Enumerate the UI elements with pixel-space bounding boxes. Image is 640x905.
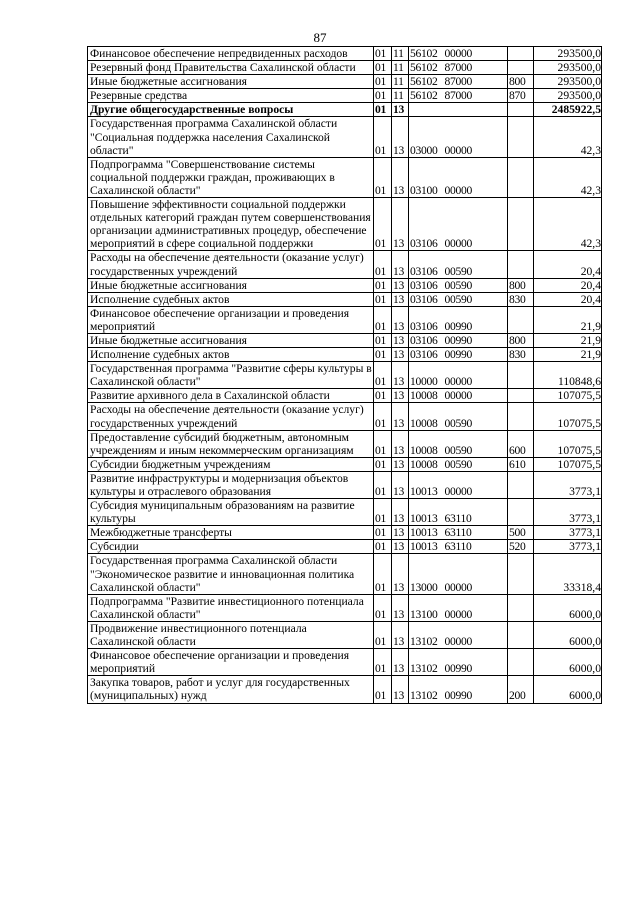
table-row: [88, 292, 602, 306]
item-name-cell: Субсидия муниципальным образованиям на развитие культуры: [88, 499, 374, 526]
subsection-code-cell: 13: [392, 333, 409, 347]
direction-code: 87000: [444, 89, 472, 103]
program-code: 13000: [410, 580, 438, 594]
item-name-cell: Финансовое обеспечение непредвиденных расходов: [88, 47, 374, 61]
table-row: [88, 389, 602, 403]
target-article-cell: [409, 278, 508, 292]
program-code: 56102: [410, 75, 438, 89]
subsection-code-cell: 13: [392, 362, 409, 389]
section-code-cell: 01: [374, 457, 392, 471]
table-row: [88, 348, 602, 362]
item-name-cell: Расходы на обеспечение деятельности (оказание услуг) государственных учреждений: [88, 403, 374, 430]
target-article-cell: [409, 47, 508, 61]
section-code-cell: 01: [374, 362, 392, 389]
direction-code: 00590: [444, 443, 472, 457]
subsection-code-cell: 11: [392, 47, 409, 61]
item-name-cell: Иные бюджетные ассигнования: [88, 333, 374, 347]
section-code-cell: 01: [374, 649, 392, 676]
section-code-cell: 01: [374, 89, 392, 103]
table-row: [88, 594, 602, 621]
program-code: 13102: [410, 662, 438, 676]
amount-cell: 3773,1: [534, 526, 602, 540]
table-row: [88, 75, 602, 89]
budget-table-body: [88, 47, 602, 704]
section-code-cell: 01: [374, 676, 392, 703]
item-name-cell: Иные бюджетные ассигнования: [88, 278, 374, 292]
target-article-cell: [409, 61, 508, 75]
expense-type-cell: [508, 198, 534, 251]
table-row: [88, 306, 602, 333]
direction-code: 00000: [444, 389, 472, 403]
amount-cell: 293500,0: [534, 47, 602, 61]
item-name-cell: Подпрограмма "Совершенствование системы социальной поддержки граждан, проживающих в Сахалинской области": [88, 157, 374, 197]
table-row: [88, 649, 602, 676]
target-article-cell: [409, 471, 508, 498]
amount-cell: 3773,1: [534, 499, 602, 526]
direction-code: 00990: [444, 348, 472, 362]
expense-type-cell: [508, 306, 534, 333]
program-code: 10008: [410, 389, 438, 403]
expense-type-cell: 830: [508, 292, 534, 306]
expense-type-cell: 520: [508, 540, 534, 554]
section-code-cell: 01: [374, 499, 392, 526]
target-article-cell: [409, 621, 508, 648]
subsection-code-cell: 13: [392, 430, 409, 457]
direction-code: 00000: [444, 47, 472, 60]
expense-type-cell: [508, 61, 534, 75]
amount-cell: 21,9: [534, 333, 602, 347]
direction-code: 00590: [444, 292, 472, 306]
direction-code: 00990: [444, 689, 472, 703]
program-code: 13102: [410, 635, 438, 649]
table-row: [88, 430, 602, 457]
section-code-cell: 01: [374, 594, 392, 621]
table-row: [88, 47, 602, 61]
expense-type-cell: [508, 471, 534, 498]
target-article-cell: [409, 554, 508, 594]
target-article-cell: [409, 430, 508, 457]
program-code: 03106: [410, 319, 438, 333]
program-code: 10013: [410, 540, 438, 554]
program-code: 03000: [410, 143, 438, 157]
table-row: [88, 621, 602, 648]
direction-code: 00590: [444, 278, 472, 292]
subsection-code-cell: 13: [392, 594, 409, 621]
section-code-cell: 01: [374, 403, 392, 430]
amount-cell: 6000,0: [534, 621, 602, 648]
item-name-cell: Резервный фонд Правительства Сахалинской области: [88, 61, 374, 75]
expense-type-cell: [508, 389, 534, 403]
direction-code: 00000: [444, 183, 472, 197]
target-article-cell: [409, 362, 508, 389]
item-name-cell: Исполнение судебных актов: [88, 348, 374, 362]
program-code: 56102: [410, 89, 438, 103]
expense-type-cell: [508, 554, 534, 594]
section-code-cell: 01: [374, 251, 392, 278]
direction-code: 00990: [444, 319, 472, 333]
program-code: 03106: [410, 237, 438, 251]
item-name-cell: Предоставление субсидий бюджетным, автономным учреждениям и иным некоммерческим организациям: [88, 430, 374, 457]
subsection-code-cell: 13: [392, 540, 409, 554]
amount-cell: 293500,0: [534, 89, 602, 103]
subsection-code-cell: 13: [392, 389, 409, 403]
direction-code: 63110: [444, 512, 472, 526]
expense-type-cell: [508, 649, 534, 676]
item-name-cell: Расходы на обеспечение деятельности (оказание услуг) государственных учреждений: [88, 251, 374, 278]
section-code-cell: 01: [374, 75, 392, 89]
program-code: 10008: [410, 416, 438, 430]
subsection-code-cell: 13: [392, 278, 409, 292]
item-name-cell: Повышение эффективности социальной поддержки отдельных категорий граждан путем совершенствования организации административных процедур, обеспечение мероприятий в сфере социальной поддержки: [88, 198, 374, 251]
item-name-cell: Иные бюджетные ассигнования: [88, 75, 374, 89]
subsection-code-cell: 13: [392, 251, 409, 278]
program-code: 03106: [410, 264, 438, 278]
item-name-cell: Исполнение судебных актов: [88, 292, 374, 306]
table-row: [88, 61, 602, 75]
subsection-code-cell: 13: [392, 198, 409, 251]
program-code: 10013: [410, 485, 438, 498]
amount-cell: 20,4: [534, 251, 602, 278]
direction-code: 00000: [444, 635, 472, 649]
item-name-cell: Государственная программа Сахалинской области "Экономическое развитие и инновационная политика Сахалинской области": [88, 554, 374, 594]
target-article-cell: [409, 103, 508, 117]
item-name-cell: Межбюджетные трансферты: [88, 526, 374, 540]
section-code-cell: 01: [374, 117, 392, 157]
expense-type-cell: 800: [508, 75, 534, 89]
section-code-cell: 01: [374, 430, 392, 457]
section-code-cell: 01: [374, 103, 392, 117]
target-article-cell: [409, 526, 508, 540]
program-code: 03100: [410, 183, 438, 197]
program-code: 10008: [410, 457, 438, 471]
subsection-code-cell: 11: [392, 89, 409, 103]
target-article-cell: [409, 348, 508, 362]
table-row: [88, 554, 602, 594]
direction-code: 00590: [444, 416, 472, 430]
subsection-code-cell: 13: [392, 621, 409, 648]
amount-cell: 20,4: [534, 278, 602, 292]
section-code-cell: 01: [374, 278, 392, 292]
program-code: 10008: [410, 443, 438, 457]
section-code-cell: 01: [374, 157, 392, 197]
table-row: [88, 403, 602, 430]
program-code: 03106: [410, 333, 438, 347]
direction-code: 00990: [444, 662, 472, 676]
program-code: 13100: [410, 607, 438, 621]
amount-cell: 2485922,5: [534, 103, 602, 117]
amount-cell: 6000,0: [534, 676, 602, 703]
expense-type-cell: [508, 621, 534, 648]
item-name-cell: Финансовое обеспечение организации и проведения мероприятий: [88, 306, 374, 333]
table-row: [88, 198, 602, 251]
target-article-cell: [409, 540, 508, 554]
section-code-cell: 01: [374, 292, 392, 306]
section-code-cell: 01: [374, 540, 392, 554]
expense-type-cell: [508, 47, 534, 61]
program-code: 56102: [410, 61, 438, 75]
program-code: 10000: [410, 375, 438, 389]
target-article-cell: [409, 403, 508, 430]
expense-type-cell: [508, 594, 534, 621]
table-row: [88, 540, 602, 554]
target-article-cell: [409, 89, 508, 103]
expense-type-cell: [508, 103, 534, 117]
expense-type-cell: [508, 403, 534, 430]
item-name-cell: Финансовое обеспечение организации и проведения мероприятий: [88, 649, 374, 676]
expense-type-cell: [508, 499, 534, 526]
expense-type-cell: [508, 251, 534, 278]
section-code-cell: 01: [374, 333, 392, 347]
table-row: [88, 499, 602, 526]
program-code: 13102: [410, 689, 438, 703]
table-row: [88, 333, 602, 347]
table-row: [88, 117, 602, 157]
item-name-cell: Продвижение инвестиционного потенциала Сахалинской области: [88, 621, 374, 648]
table-row: [88, 103, 602, 117]
table-row: [88, 471, 602, 498]
direction-code: 63110: [444, 526, 472, 540]
target-article-cell: [409, 198, 508, 251]
subsection-code-cell: 13: [392, 457, 409, 471]
item-name-cell: Закупка товаров, работ и услуг для государственных (муниципальных) нужд: [88, 676, 374, 703]
target-article-cell: [409, 676, 508, 703]
direction-code: 00590: [444, 264, 472, 278]
target-article-cell: [409, 251, 508, 278]
expense-type-cell: 800: [508, 333, 534, 347]
amount-cell: 293500,0: [534, 61, 602, 75]
amount-cell: 6000,0: [534, 594, 602, 621]
subsection-code-cell: 13: [392, 554, 409, 594]
subsection-code-cell: 13: [392, 103, 409, 117]
item-name-cell: Резервные средства: [88, 89, 374, 103]
subsection-code-cell: 13: [392, 306, 409, 333]
target-article-cell: [409, 499, 508, 526]
subsection-code-cell: 13: [392, 403, 409, 430]
direction-code: 00000: [444, 580, 472, 594]
direction-code: 87000: [444, 61, 472, 75]
subsection-code-cell: 11: [392, 75, 409, 89]
amount-cell: 20,4: [534, 292, 602, 306]
item-name-cell: Другие общегосударственные вопросы: [88, 103, 374, 117]
program-code: 56102: [410, 47, 438, 60]
amount-cell: 110848,6: [534, 362, 602, 389]
program-code: 10013: [410, 512, 438, 526]
amount-cell: 42,3: [534, 157, 602, 197]
amount-cell: 107075,5: [534, 430, 602, 457]
target-article-cell: [409, 649, 508, 676]
expense-type-cell: [508, 362, 534, 389]
subsection-code-cell: 13: [392, 526, 409, 540]
amount-cell: 42,3: [534, 198, 602, 251]
section-code-cell: 01: [374, 61, 392, 75]
page-number: 87: [313, 30, 327, 45]
item-name-cell: Субсидии бюджетным учреждениям: [88, 457, 374, 471]
budget-table: [87, 46, 602, 704]
amount-cell: 107075,5: [534, 403, 602, 430]
subsection-code-cell: 13: [392, 676, 409, 703]
section-code-cell: 01: [374, 621, 392, 648]
expense-type-cell: 600: [508, 430, 534, 457]
direction-code: 00000: [444, 485, 472, 498]
section-code-cell: 01: [374, 471, 392, 498]
amount-cell: 21,9: [534, 306, 602, 333]
subsection-code-cell: 11: [392, 61, 409, 75]
program-code: 03106: [410, 348, 438, 362]
table-row: [88, 157, 602, 197]
table-row: [88, 362, 602, 389]
target-article-cell: [409, 333, 508, 347]
section-code-cell: 01: [374, 198, 392, 251]
item-name-cell: Развитие инфраструктуры и модернизация объектов культуры и отраслевого образования: [88, 471, 374, 498]
section-code-cell: 01: [374, 306, 392, 333]
section-code-cell: 01: [374, 348, 392, 362]
table-row: [88, 278, 602, 292]
amount-cell: 21,9: [534, 348, 602, 362]
program-code: 10013: [410, 526, 438, 540]
subsection-code-cell: 13: [392, 649, 409, 676]
subsection-code-cell: 13: [392, 499, 409, 526]
table-row: [88, 457, 602, 471]
table-row: [88, 526, 602, 540]
target-article-cell: [409, 292, 508, 306]
item-name-cell: Государственная программа "Развитие сферы культуры в Сахалинской области": [88, 362, 374, 389]
amount-cell: 107075,5: [534, 457, 602, 471]
amount-cell: 42,3: [534, 117, 602, 157]
target-article-cell: [409, 75, 508, 89]
item-name-cell: Государственная программа Сахалинской области "Социальная поддержка населения Сахалинской области": [88, 117, 374, 157]
table-row: [88, 676, 602, 703]
expense-type-cell: 830: [508, 348, 534, 362]
subsection-code-cell: 13: [392, 348, 409, 362]
section-code-cell: 01: [374, 526, 392, 540]
amount-cell: 3773,1: [534, 540, 602, 554]
target-article-cell: [409, 117, 508, 157]
program-code: 03106: [410, 278, 438, 292]
direction-code: 87000: [444, 75, 472, 89]
section-code-cell: 01: [374, 47, 392, 61]
item-name-cell: Субсидии: [88, 540, 374, 554]
section-code-cell: 01: [374, 389, 392, 403]
direction-code: 00000: [444, 375, 472, 389]
expense-type-cell: 500: [508, 526, 534, 540]
item-name-cell: Развитие архивного дела в Сахалинской области: [88, 389, 374, 403]
direction-code: 63110: [444, 540, 472, 554]
amount-cell: 293500,0: [534, 75, 602, 89]
direction-code: 00000: [444, 607, 472, 621]
item-name-cell: Подпрограмма "Развитие инвестиционного потенциала Сахалинской области": [88, 594, 374, 621]
target-article-cell: [409, 457, 508, 471]
table-row: [88, 251, 602, 278]
amount-cell: 33318,4: [534, 554, 602, 594]
expense-type-cell: 610: [508, 457, 534, 471]
direction-code: 00000: [444, 237, 472, 251]
target-article-cell: [409, 306, 508, 333]
table-row: [88, 89, 602, 103]
subsection-code-cell: 13: [392, 157, 409, 197]
expense-type-cell: 200: [508, 676, 534, 703]
subsection-code-cell: 13: [392, 292, 409, 306]
expense-type-cell: 800: [508, 278, 534, 292]
expense-type-cell: [508, 117, 534, 157]
expense-type-cell: [508, 157, 534, 197]
amount-cell: 6000,0: [534, 649, 602, 676]
amount-cell: 107075,5: [534, 389, 602, 403]
direction-code: 00000: [444, 143, 472, 157]
target-article-cell: [409, 594, 508, 621]
direction-code: 00990: [444, 333, 472, 347]
section-code-cell: 01: [374, 554, 392, 594]
program-code: 03106: [410, 292, 438, 306]
expense-type-cell: 870: [508, 89, 534, 103]
target-article-cell: [409, 389, 508, 403]
target-article-cell: [409, 157, 508, 197]
subsection-code-cell: 13: [392, 471, 409, 498]
amount-cell: 3773,1: [534, 471, 602, 498]
direction-code: 00590: [444, 457, 472, 471]
subsection-code-cell: 13: [392, 117, 409, 157]
